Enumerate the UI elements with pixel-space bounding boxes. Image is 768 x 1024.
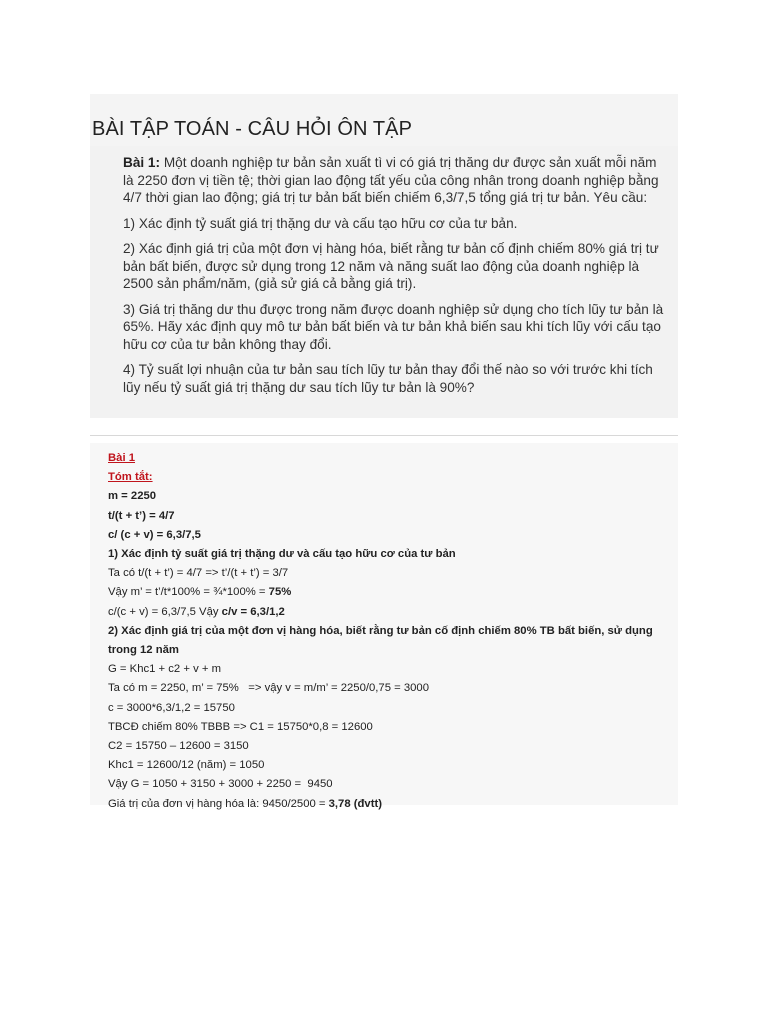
- part2-line: [108, 795, 670, 814]
- summary-line: c/ (c + v) = 6,3/7,5: [108, 528, 201, 541]
- part2-title: 2) Xác định giá trị của một đơn vị hàng hóa, biết rằng tư bản cố định chiếm 80% TB bất biến, sử dụng trong 12 năm: [108, 624, 653, 657]
- question-item-3: 3) Giá trị thăng dư thu được trong năm được doanh nghiệp sử dụng cho tích lũy tư bản là 65%. Hãy xác định quy mô tư bản bất biến và tư bản khả biến sau khi tích lũy với cấu tạo hữu cơ của tư bản không thay đổi.: [123, 301, 664, 352]
- part1-line: [108, 583, 670, 602]
- summary-line: t/(t + t’) = 4/7: [108, 509, 175, 522]
- divider: [90, 435, 678, 436]
- part2-line: C2 = 15750 – 12600 = 3150: [108, 740, 249, 753]
- part1-line: [108, 603, 670, 622]
- part1-result: c/v = 6,3/1,2: [221, 605, 285, 618]
- question-intro: [123, 154, 668, 207]
- part1-line: Ta có t/(t + t’) = 4/7 => t’/(t + t’) = 3/7: [108, 567, 289, 580]
- question-label: Bài 1:: [123, 155, 161, 170]
- solution-block: [90, 443, 678, 810]
- question-item-1: 1) Xác định tỷ suất giá trị thặng dư và cấu tạo hữu cơ của tư bản.: [123, 215, 518, 231]
- part2-line: Khc1 = 12600/12 (năm) = 1050: [108, 759, 265, 772]
- page-title: BÀI TẬP TOÁN - CÂU HỎI ÔN TẬP: [92, 118, 413, 140]
- part2-line: Vậy G = 1050 + 3150 + 3000 + 2250 = 9450: [108, 778, 333, 791]
- question-text: [123, 154, 668, 404]
- question-intro-text: Một doanh nghiệp tư bản sản xuất tì vi có giá trị thăng dư được sản xuất mỗi năm là 2250 đơn vị tiền tệ; thời gian lao động tất yếu của công nhân trong doanh nghiệp bằng 4/7 thời gian lao động; giá trị tư bản bất biến chiếm 6,3/7,5 tổng giá trị tư bản. Yêu cầu:: [123, 155, 659, 205]
- part2-text: Giá trị của đơn vị hàng hóa là: 9450/2500 =: [108, 797, 329, 810]
- solution-heading: Bài 1: [108, 452, 136, 464]
- part2-line: Ta có m = 2250, m’ = 75% => vậy v = m/m’ = 2250/0,75 = 3000: [108, 682, 429, 695]
- part2-line: c = 3000*6,3/1,2 = 15750: [108, 701, 235, 714]
- part2-result: 3,78 (đvtt): [328, 797, 382, 810]
- summary-line: m = 2250: [108, 490, 157, 503]
- part1-result: 75%: [268, 586, 292, 599]
- summary-label: Tóm tắt:: [108, 471, 153, 484]
- solution-text: [108, 449, 670, 814]
- part1-text: c/(c + v) = 6,3/7,5 Vậy: [108, 605, 222, 618]
- question-item-2: 2) Xác định giá trị của một đơn vị hàng hóa, biết rằng tư bản cố định chiếm 80% giá trị tư bản bất biến, được sử dụng trong 12 năm và năng suất lao động của doanh nghiệp là 2500 sản phẩm/năm, (giả sử giá cả bằng giá trị).: [123, 241, 659, 291]
- part1-title: 1) Xác định tỷ suất giá trị thặng dư và cấu tạo hữu cơ của tư bản: [108, 548, 456, 561]
- part1-text: Vậy m’ = t’/t*100% = ¾*100% =: [108, 586, 269, 599]
- part2-line: G = Khc1 + c2 + v + m: [108, 663, 222, 676]
- part2-line: TBCĐ chiếm 80% TBBB => C1 = 15750*0,8 = 12600: [108, 720, 373, 733]
- question-block: [90, 146, 678, 418]
- question-item-4: 4) Tỷ suất lợi nhuận của tư bản sau tích lũy tư bản thay đổi thế nào so với trước khi tích lũy nếu tỷ suất giá trị thặng dư sau tích lũy tư bản là 90%?: [123, 362, 653, 395]
